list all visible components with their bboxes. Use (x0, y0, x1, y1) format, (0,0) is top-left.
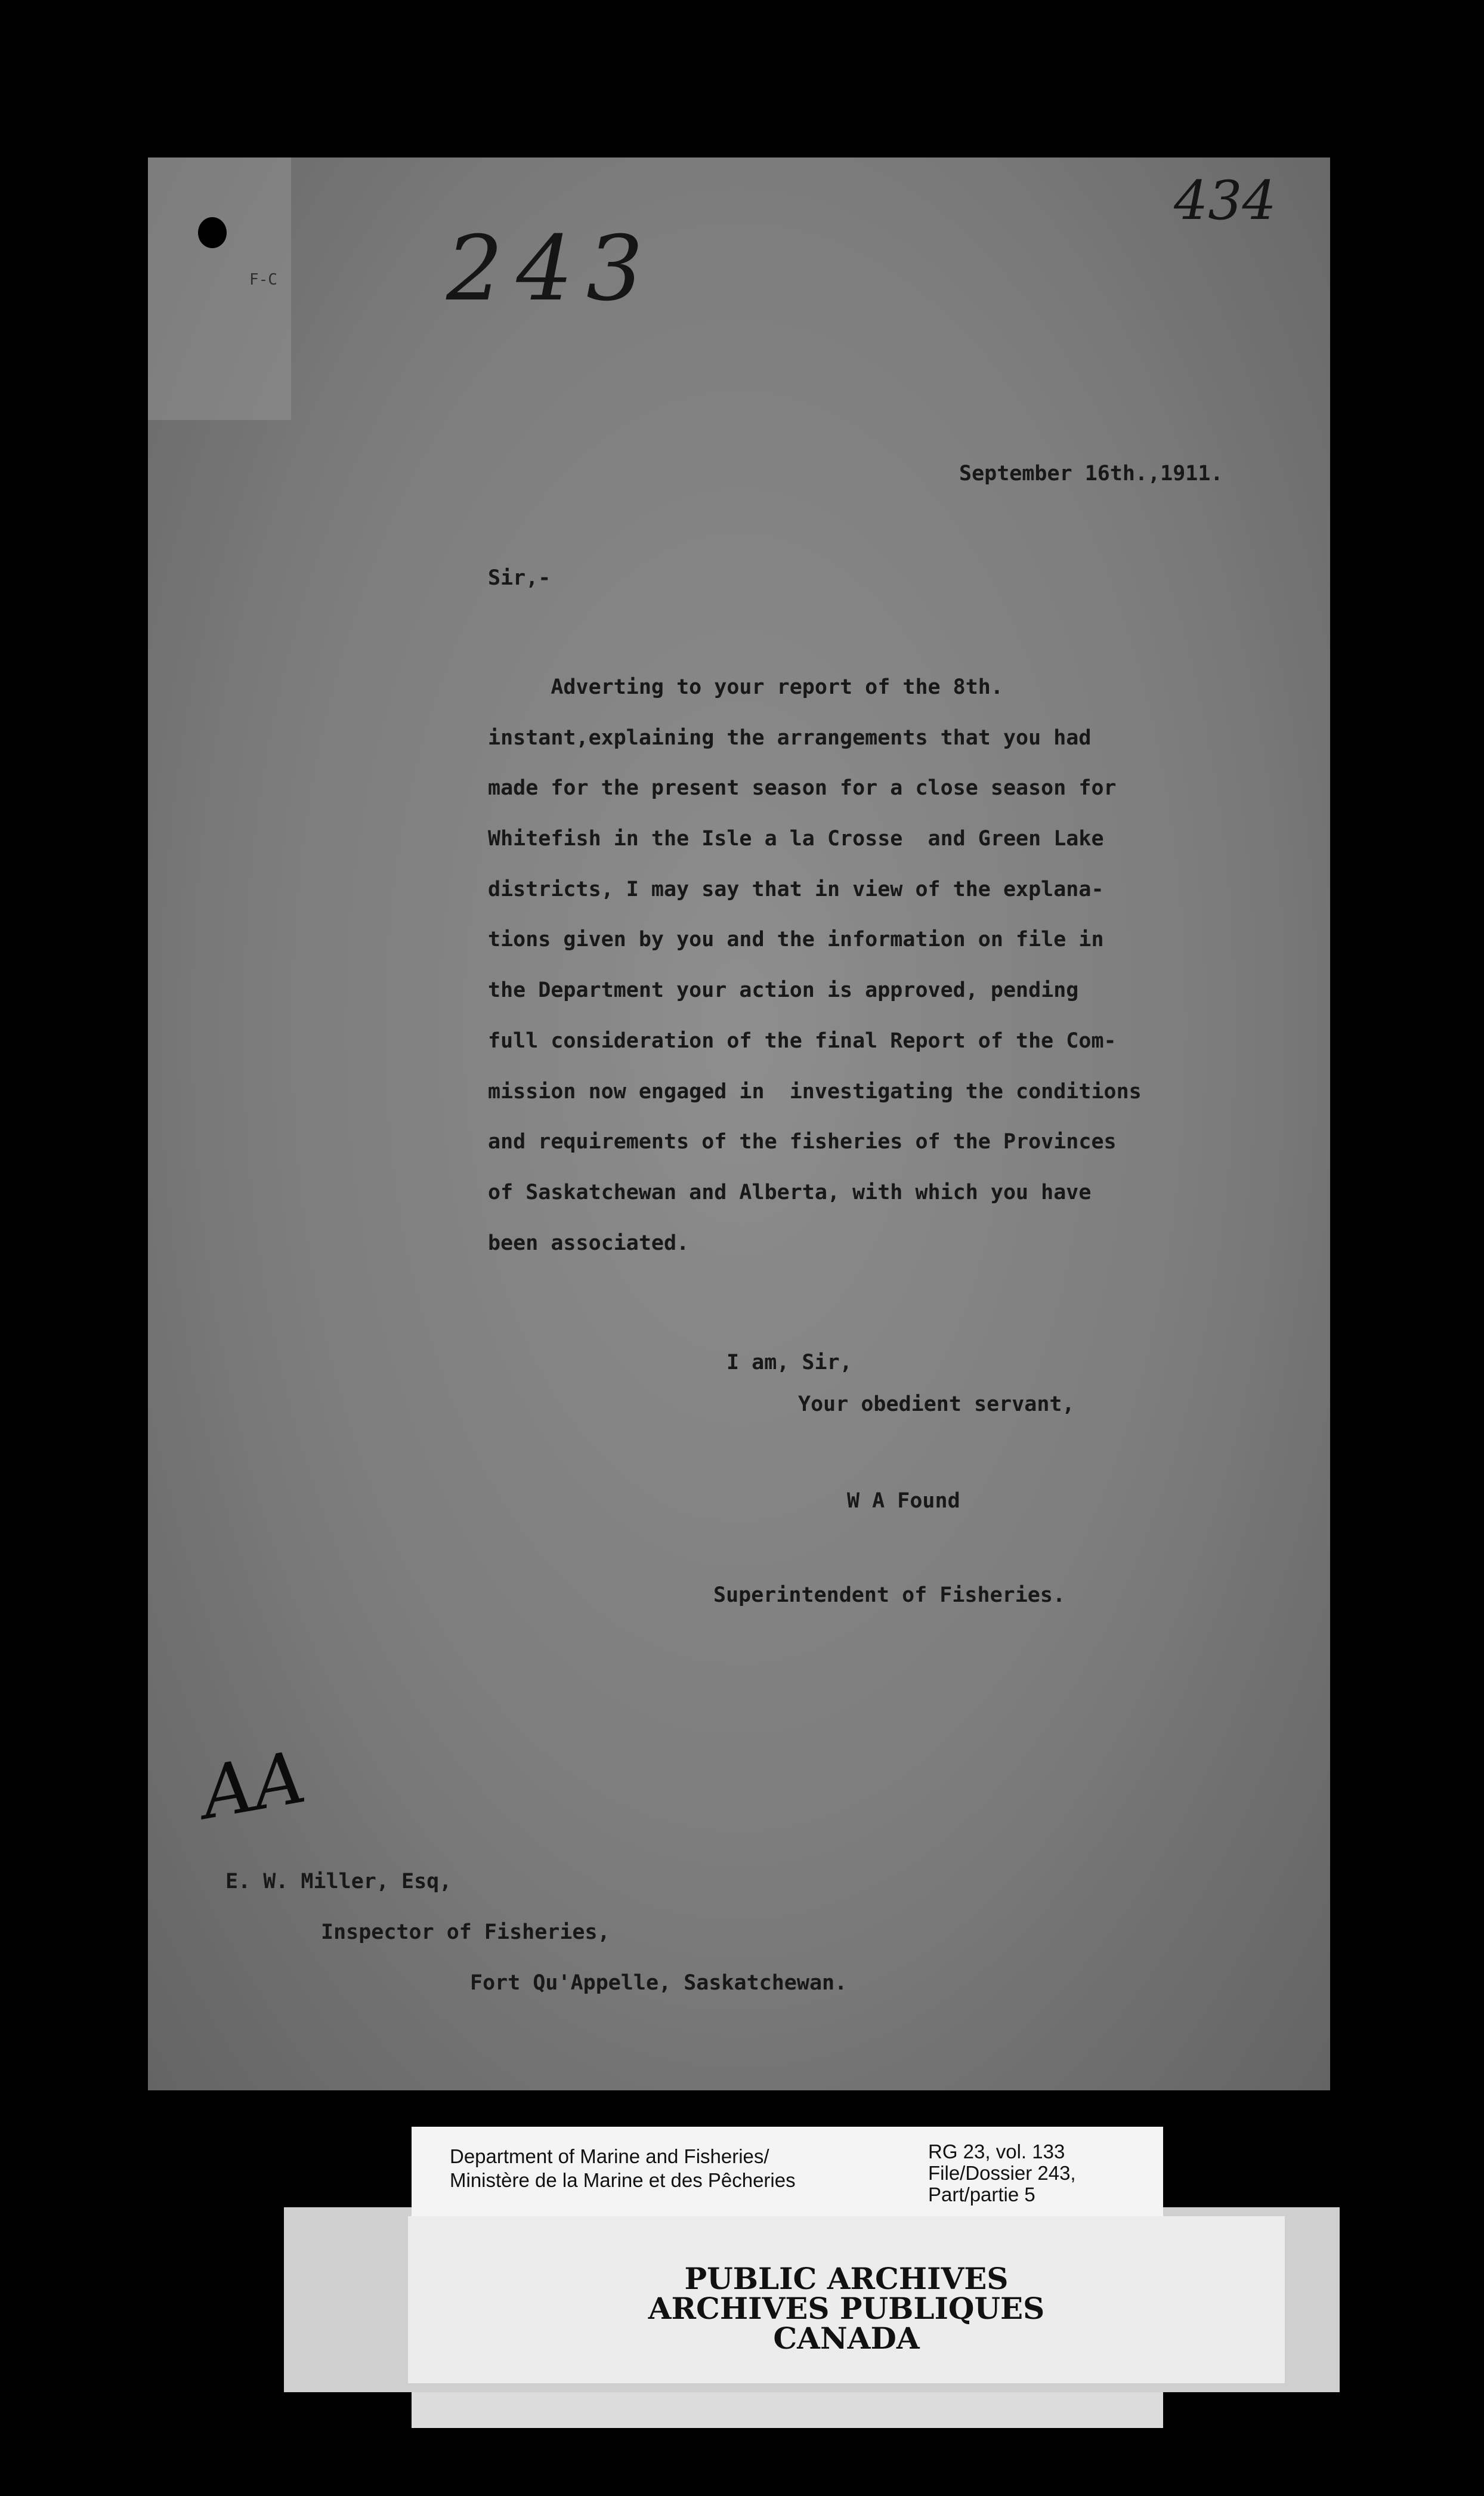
body-line: Adverting to your report of the 8th. (488, 675, 1003, 699)
closing-line: I am, Sir, (726, 1351, 852, 1374)
handwritten-page-number: 434 (1174, 169, 1276, 232)
handwritten-initials: AA (195, 1736, 312, 1836)
closing-line: Your obedient servant, (798, 1392, 1075, 1416)
recipient-title: Inspector of Fisheries, (321, 1920, 610, 1944)
letter-page (148, 157, 1330, 2090)
stamp-line: CANADA (773, 2321, 920, 2356)
body-line: of Saskatchewan and Alberta, with which you have (488, 1180, 1092, 1204)
archive-reference-label (412, 2127, 1163, 2216)
signer-name: W A Found (847, 1489, 960, 1513)
handwritten-file-number: 243 (446, 217, 657, 321)
punch-hole (198, 217, 227, 248)
department-names (450, 2145, 796, 2192)
letter-date: September 16th.,1911. (959, 462, 1223, 486)
archive-stamp-text (408, 2261, 1285, 2356)
body-line: the Department your action is approved, pending (488, 978, 1079, 1003)
letter-body (488, 662, 1347, 1268)
recipient-place: Fort Qu'Appelle, Saskatchewan. (470, 1971, 848, 1995)
file-code: F-C (249, 271, 277, 289)
stamp-line: PUBLIC ARCHIVES (684, 2261, 1009, 2296)
body-line: full consideration of the final Report of the Com- (488, 1028, 1117, 1053)
reference-line: File/Dossier 243, (928, 2162, 1076, 2184)
archive-stamp (284, 2207, 1340, 2392)
recipient-name: E. W. Miller, Esq, (225, 1870, 452, 1893)
department-french: Ministère de la Marine et des Pêcheries (450, 2169, 796, 2191)
reference-line: RG 23, vol. 133 (928, 2140, 1065, 2163)
body-line: and requirements of the fisheries of the Provinces (488, 1130, 1117, 1154)
archive-reference (928, 2141, 1076, 2205)
body-line: tions given by you and the information on file in (488, 928, 1104, 952)
page-edge-strip (148, 157, 291, 420)
body-line: made for the present season for a close season for (488, 776, 1117, 801)
body-line: mission now engaged in investigating the conditions (488, 1079, 1142, 1104)
body-line: Whitefish in the Isle a la Crosse and Green Lake (488, 827, 1104, 851)
reference-line: Part/partie 5 (928, 2183, 1035, 2205)
body-line: instant,explaining the arrangements that you had (488, 725, 1092, 750)
stamp-bottom-strip (412, 2392, 1163, 2428)
signer-title: Superintendent of Fisheries. (713, 1583, 1066, 1607)
department-english: Department of Marine and Fisheries/ (450, 2145, 769, 2167)
body-line: districts, I may say that in view of the explana- (488, 877, 1104, 901)
salutation: Sir,- (488, 566, 551, 590)
stamp-line: ARCHIVES PUBLIQUES (648, 2291, 1045, 2326)
body-line: been associated. (488, 1231, 690, 1255)
archive-stamp-panel (408, 2216, 1285, 2383)
